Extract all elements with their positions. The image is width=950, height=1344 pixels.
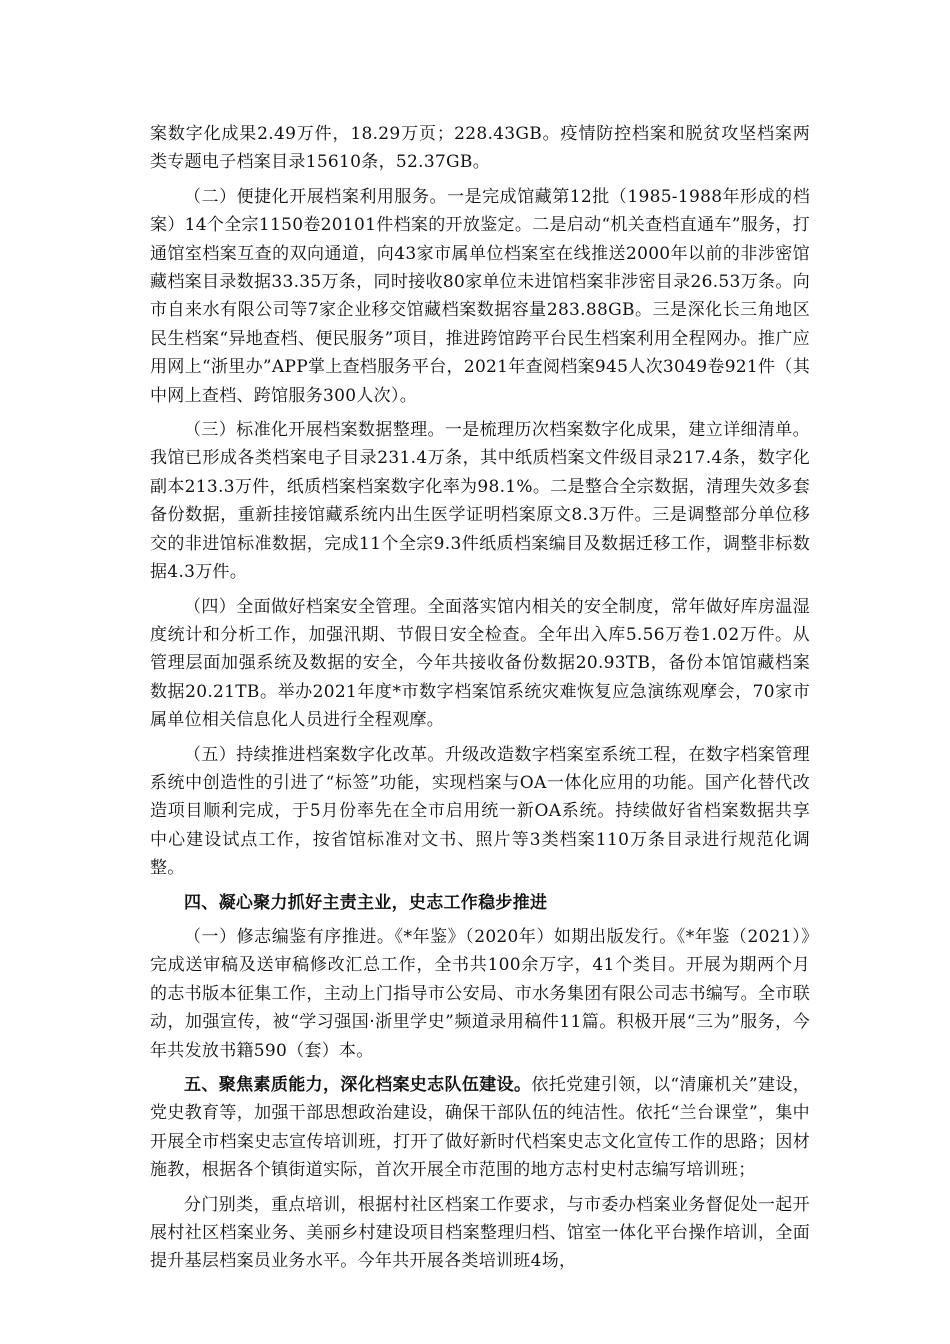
paragraph-security-management: （四）全面做好档案安全管理。全面落实馆内相关的安全制度，常年做好库房温湿度统计和分析工作，加强汛期、节假日安全检查。全年出入库5.56万卷1.02万件。从管理层面加强系统及数据的安全，今年共接收备份数据20.93TB，备份本馆馆藏档案数据20.21TB。举办2021年度*市数字档案馆系统灾难恢复应急演练观摩会，70家市属单位相关信息化人员进行全程观摩。 bbox=[150, 596, 810, 731]
section-five-body: 依托党建引领，以“清廉机关”建设，党史教育等，加强干部思想政治建设，确保干部队伍的纯洁性。依托“兰台课堂”，集中开展全市档案史志宣传培训班，打开了做好新时代档案史志文化宣传工作的思路；因材施教，根据各个镇街道实际，首次开展全市范围的地方志村史村志编写培训班； bbox=[150, 1075, 811, 1181]
section-five-lead: 五、聚焦素质能力，深化档案史志队伍建设。 bbox=[184, 1075, 532, 1095]
paragraph-data-organization: （三）标准化开展档案数据整理。一是梳理历次档案数字化成果，建立详细清单。我馆已形成各类档案电子目录231.4万条，其中纸质档案文件级目录217.4条，数字化副本213.3万件，纸质档案档案数字化率为98.1%。二是整合全宗数据，清理失效多套备份数据，重新挂接馆藏系统内出生医学证明档案原文8.3万件。三是调整部分单位移交的非进馆标准数据，完成11个全宗9.3件纸质档案编目及数据迁移工作，调整非标数据4.3万件。 bbox=[150, 420, 810, 583]
section-heading-four: 四、凝心聚力抓好主责主业，史志工作稳步推进 bbox=[184, 892, 548, 913]
paragraph-archive-utilization: （二）便捷化开展档案利用服务。一是完成馆藏第12批（1985-1988年形成的档案）14个全宗1150卷20101件档案的开放鉴定。二是启动“机关查档直通车”服务，打通馆室档案互查的双向通道，向43家市属单位档案室在线推送2000年以前的非涉密馆藏档案目录数据33.35万条，同时接收80家单位未进馆档案非涉密目录26.53万条。向市自来水有限公司等7家企业移交馆藏档案数据容量283.88GB。三是深化长三角地区民生档案“异地查档、便民服务”项目，推进跨馆跨平台民生档案利用全程网办。推广应用网上“浙里办”APP掌上查档服务平台，2021年查阅档案945人次3049卷921件（其中网上查档、跨馆服务300人次）。 bbox=[150, 186, 810, 406]
document-body bbox=[150, 120, 810, 1282]
paragraph-digitization-results: 案数字化成果2.49万件，18.29万页；228.43GB。疫情防控档案和脱贫攻坚档案两类专题电子档案目录15610条，52.37GB。 bbox=[150, 124, 810, 173]
paragraph-digital-reform: （五）持续推进档案数字化改革。升级改造数字档案室系统工程，在数字档案管理系统中创造性的引进了“标签”功能，实现档案与OA一体化应用的功能。国产化替代改造项目顺利完成，于5月份率先在全市启用统一新OA系统。持续做好省档案数据共享中心建设试点工作，按省馆标准对文书、照片等3类档案110万条目录进行规范化调整。 bbox=[150, 744, 810, 879]
paragraph-section-five bbox=[150, 1071, 810, 1185]
paragraph-training: 分门别类，重点培训，根据村社区档案工作要求，与市委办档案业务督促处一起开展村社区档案业务、美丽乡村建设项目档案整理归档、馆室一体化平台操作培训，全面提升基层档案员业务水平。今年共开展各类培训班4场， bbox=[150, 1194, 810, 1272]
paragraph-yearbook-compilation: （一）修志编鉴有序推进。《*年鉴》（2020年）如期出版发行。《*年鉴（2021）》完成送审稿及送审稿修改汇总工作，全书共100余万字，41个类目。开展为期两个月的志书版本征集工作，主动上门指导市公安局、市水务集团有限公司志书编写。全市联动，加强宣传，被“学习强国·浙里学史”频道录用稿件11篇。积极开展“三为”服务，今年共发放书籍590（套）本。 bbox=[150, 926, 810, 1061]
